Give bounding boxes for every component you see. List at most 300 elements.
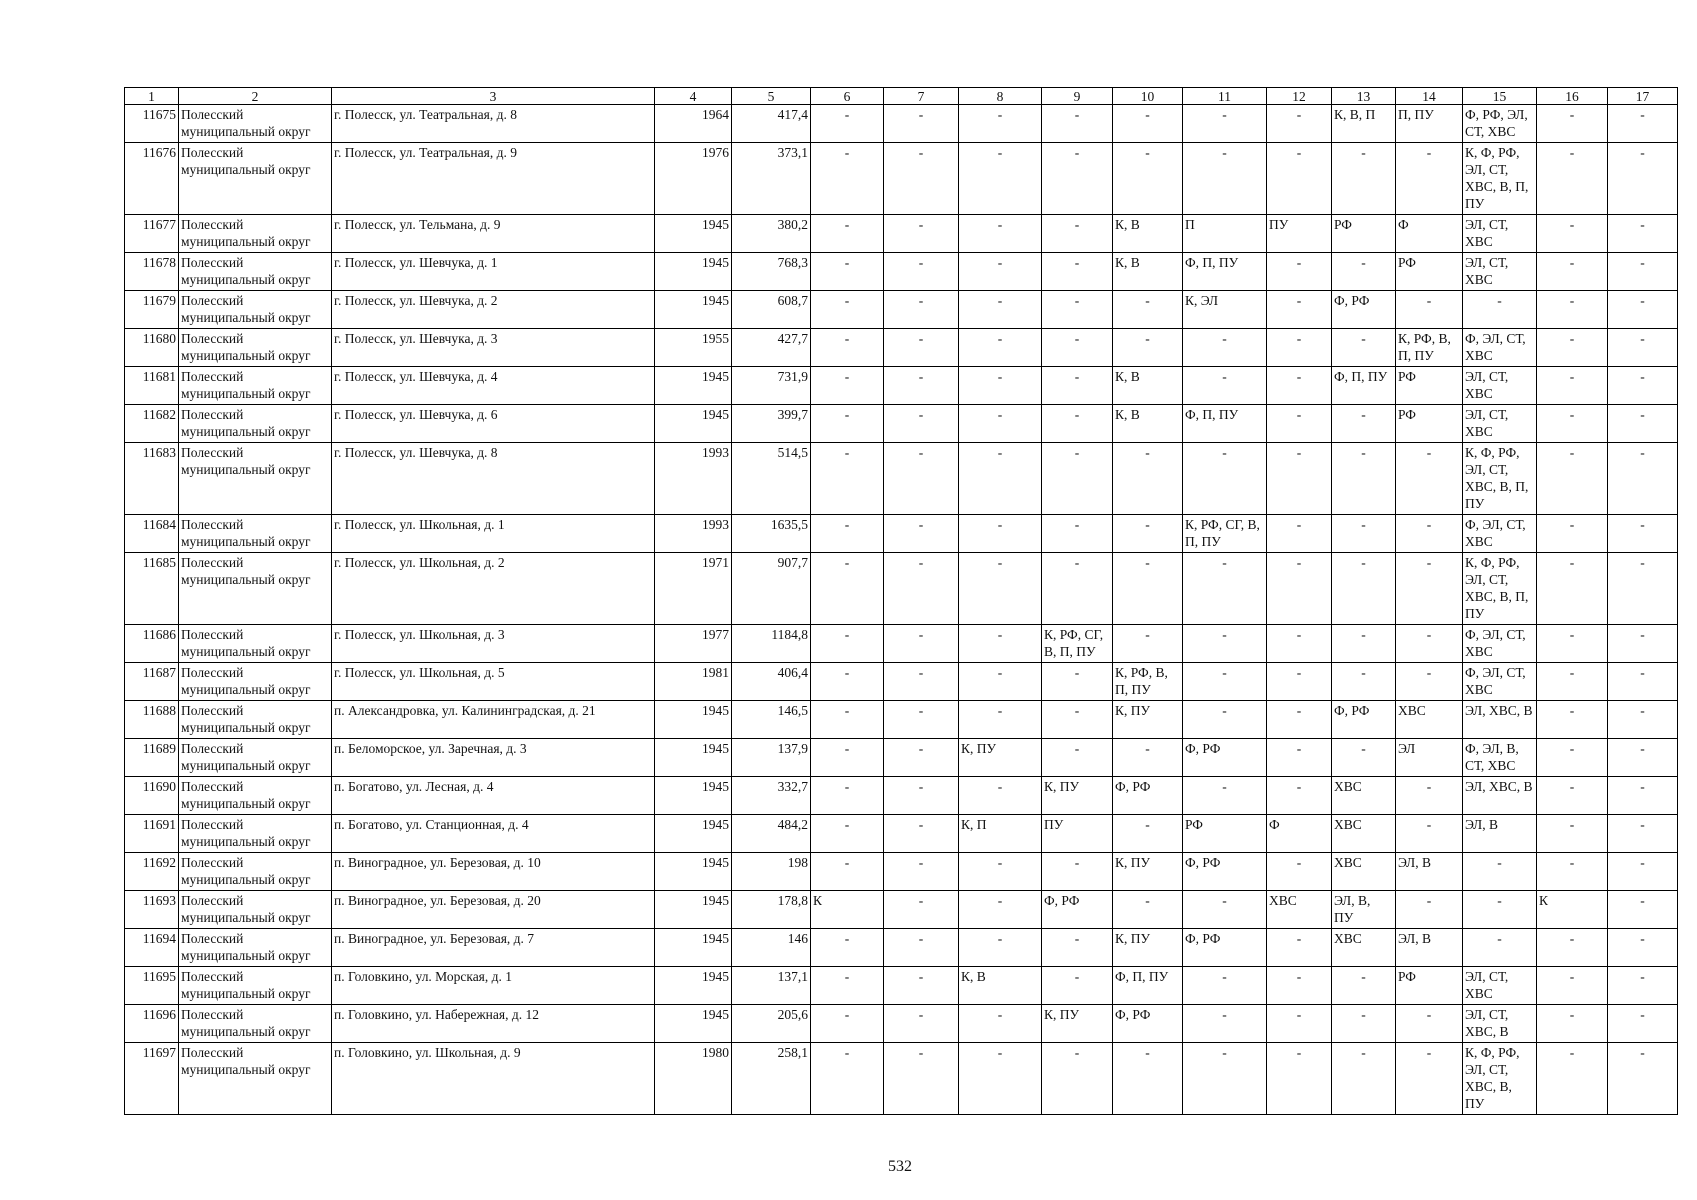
cell-col-5: 258,1 — [732, 1043, 811, 1115]
cell-col-6: - — [811, 967, 884, 1005]
cell-col-15: К, Ф, РФ, ЭЛ, СТ, ХВС, В, П, ПУ — [1463, 143, 1537, 215]
cell-col-6: - — [811, 701, 884, 739]
cell-col-9: ПУ — [1042, 815, 1113, 853]
cell-col-7: - — [884, 515, 959, 553]
cell-col-1: 11687 — [125, 663, 179, 701]
cell-col-2: Полесский муниципальный округ — [179, 777, 332, 815]
cell-col-13: - — [1332, 739, 1396, 777]
cell-col-8: К, ПУ — [959, 739, 1042, 777]
cell-col-5: 146 — [732, 929, 811, 967]
cell-col-16: - — [1537, 701, 1608, 739]
cell-col-2: Полесский муниципальный округ — [179, 701, 332, 739]
column-header-15: 15 — [1463, 88, 1537, 105]
cell-col-16: - — [1537, 515, 1608, 553]
cell-col-7: - — [884, 853, 959, 891]
table-row — [125, 291, 1678, 329]
cell-col-6: - — [811, 105, 884, 143]
cell-col-6: - — [811, 929, 884, 967]
cell-col-11: К, ЭЛ — [1183, 291, 1267, 329]
cell-col-7: - — [884, 891, 959, 929]
cell-col-9: - — [1042, 143, 1113, 215]
cell-col-9: - — [1042, 553, 1113, 625]
cell-col-9: - — [1042, 443, 1113, 515]
cell-col-15: ЭЛ, СТ, ХВС — [1463, 215, 1537, 253]
cell-col-3: п. Виноградное, ул. Березовая, д. 10 — [332, 853, 655, 891]
table-row — [125, 701, 1678, 739]
cell-col-4: 1945 — [655, 405, 732, 443]
cell-col-1: 11679 — [125, 291, 179, 329]
cell-col-10: - — [1113, 553, 1183, 625]
cell-col-7: - — [884, 777, 959, 815]
cell-col-11: - — [1183, 105, 1267, 143]
cell-col-7: - — [884, 143, 959, 215]
cell-col-4: 1993 — [655, 515, 732, 553]
cell-col-16: - — [1537, 625, 1608, 663]
cell-col-16: - — [1537, 329, 1608, 367]
cell-col-12: Ф — [1267, 815, 1332, 853]
cell-col-8: - — [959, 663, 1042, 701]
cell-col-16: - — [1537, 215, 1608, 253]
cell-col-9: - — [1042, 853, 1113, 891]
cell-col-2: Полесский муниципальный округ — [179, 253, 332, 291]
cell-col-12: - — [1267, 143, 1332, 215]
cell-col-17: - — [1608, 367, 1678, 405]
cell-col-4: 1971 — [655, 553, 732, 625]
cell-col-4: 1977 — [655, 625, 732, 663]
cell-col-1: 11686 — [125, 625, 179, 663]
cell-col-7: - — [884, 1043, 959, 1115]
cell-col-13: - — [1332, 553, 1396, 625]
cell-col-8: К, П — [959, 815, 1042, 853]
cell-col-5: 137,9 — [732, 739, 811, 777]
table-row — [125, 443, 1678, 515]
cell-col-16: - — [1537, 967, 1608, 1005]
cell-col-12: - — [1267, 553, 1332, 625]
cell-col-8: - — [959, 367, 1042, 405]
cell-col-10: - — [1113, 143, 1183, 215]
column-header-7: 7 — [884, 88, 959, 105]
cell-col-9: - — [1042, 215, 1113, 253]
cell-col-9: - — [1042, 253, 1113, 291]
cell-col-6: - — [811, 853, 884, 891]
cell-col-10: - — [1113, 443, 1183, 515]
cell-col-9: - — [1042, 929, 1113, 967]
table-row — [125, 777, 1678, 815]
cell-col-6: - — [811, 443, 884, 515]
cell-col-14: РФ — [1396, 253, 1463, 291]
cell-col-13: - — [1332, 405, 1396, 443]
cell-col-4: 1945 — [655, 291, 732, 329]
table-row — [125, 967, 1678, 1005]
cell-col-17: - — [1608, 329, 1678, 367]
cell-col-11: Ф, РФ — [1183, 929, 1267, 967]
cell-col-1: 11675 — [125, 105, 179, 143]
cell-col-1: 11680 — [125, 329, 179, 367]
cell-col-12: - — [1267, 1043, 1332, 1115]
cell-col-3: г. Полесск, ул. Школьная, д. 3 — [332, 625, 655, 663]
cell-col-17: - — [1608, 1043, 1678, 1115]
cell-col-15: К, Ф, РФ, ЭЛ, СТ, ХВС, В, П, ПУ — [1463, 443, 1537, 515]
cell-col-10: Ф, РФ — [1113, 777, 1183, 815]
cell-col-14: П, ПУ — [1396, 105, 1463, 143]
cell-col-16: - — [1537, 815, 1608, 853]
cell-col-5: 198 — [732, 853, 811, 891]
cell-col-4: 1945 — [655, 367, 732, 405]
cell-col-5: 484,2 — [732, 815, 811, 853]
cell-col-2: Полесский муниципальный округ — [179, 515, 332, 553]
cell-col-2: Полесский муниципальный округ — [179, 553, 332, 625]
cell-col-11: - — [1183, 367, 1267, 405]
cell-col-12: - — [1267, 443, 1332, 515]
table-row — [125, 329, 1678, 367]
cell-col-11: Ф, П, ПУ — [1183, 405, 1267, 443]
cell-col-16: - — [1537, 105, 1608, 143]
cell-col-5: 205,6 — [732, 1005, 811, 1043]
cell-col-8: - — [959, 215, 1042, 253]
cell-col-2: Полесский муниципальный округ — [179, 891, 332, 929]
cell-col-5: 146,5 — [732, 701, 811, 739]
cell-col-10: Ф, РФ — [1113, 1005, 1183, 1043]
table-row — [125, 515, 1678, 553]
cell-col-3: п. Головкино, ул. Школьная, д. 9 — [332, 1043, 655, 1115]
cell-col-12: - — [1267, 367, 1332, 405]
cell-col-11: - — [1183, 777, 1267, 815]
cell-col-14: - — [1396, 891, 1463, 929]
cell-col-3: п. Виноградное, ул. Березовая, д. 7 — [332, 929, 655, 967]
column-header-10: 10 — [1113, 88, 1183, 105]
cell-col-3: п. Головкино, ул. Набережная, д. 12 — [332, 1005, 655, 1043]
table-row — [125, 853, 1678, 891]
cell-col-2: Полесский муниципальный округ — [179, 443, 332, 515]
cell-col-2: Полесский муниципальный округ — [179, 1043, 332, 1115]
cell-col-17: - — [1608, 625, 1678, 663]
cell-col-1: 11676 — [125, 143, 179, 215]
cell-col-1: 11688 — [125, 701, 179, 739]
cell-col-11: П — [1183, 215, 1267, 253]
cell-col-8: - — [959, 1005, 1042, 1043]
cell-col-10: К, ПУ — [1113, 853, 1183, 891]
cell-col-13: - — [1332, 443, 1396, 515]
cell-col-3: г. Полесск, ул. Шевчука, д. 1 — [332, 253, 655, 291]
cell-col-12: - — [1267, 625, 1332, 663]
cell-col-14: - — [1396, 815, 1463, 853]
column-header-16: 16 — [1537, 88, 1608, 105]
cell-col-16: - — [1537, 443, 1608, 515]
table-row — [125, 215, 1678, 253]
cell-col-4: 1945 — [655, 891, 732, 929]
cell-col-1: 11694 — [125, 929, 179, 967]
cell-col-2: Полесский муниципальный округ — [179, 367, 332, 405]
cell-col-14: ЭЛ, В — [1396, 853, 1463, 891]
cell-col-10: - — [1113, 625, 1183, 663]
cell-col-17: - — [1608, 291, 1678, 329]
cell-col-10: - — [1113, 291, 1183, 329]
cell-col-8: - — [959, 777, 1042, 815]
cell-col-12: ХВС — [1267, 891, 1332, 929]
cell-col-9: - — [1042, 1043, 1113, 1115]
cell-col-15: Ф, РФ, ЭЛ, СТ, ХВС — [1463, 105, 1537, 143]
cell-col-11: - — [1183, 891, 1267, 929]
cell-col-6: - — [811, 515, 884, 553]
cell-col-6: - — [811, 143, 884, 215]
cell-col-10: - — [1113, 329, 1183, 367]
cell-col-16: - — [1537, 929, 1608, 967]
table-row — [125, 405, 1678, 443]
cell-col-6: - — [811, 291, 884, 329]
cell-col-10: - — [1113, 891, 1183, 929]
column-header-12: 12 — [1267, 88, 1332, 105]
cell-col-2: Полесский муниципальный округ — [179, 105, 332, 143]
cell-col-4: 1945 — [655, 701, 732, 739]
cell-col-8: - — [959, 1043, 1042, 1115]
cell-col-16: - — [1537, 291, 1608, 329]
table-header — [125, 88, 1678, 105]
cell-col-12: ПУ — [1267, 215, 1332, 253]
cell-col-11: - — [1183, 329, 1267, 367]
cell-col-12: - — [1267, 515, 1332, 553]
cell-col-13: ХВС — [1332, 929, 1396, 967]
cell-col-17: - — [1608, 663, 1678, 701]
column-header-14: 14 — [1396, 88, 1463, 105]
cell-col-8: - — [959, 891, 1042, 929]
cell-col-2: Полесский муниципальный округ — [179, 929, 332, 967]
cell-col-10: К, В — [1113, 367, 1183, 405]
cell-col-13: - — [1332, 1005, 1396, 1043]
cell-col-7: - — [884, 329, 959, 367]
cell-col-13: РФ — [1332, 215, 1396, 253]
cell-col-3: п. Головкино, ул. Морская, д. 1 — [332, 967, 655, 1005]
cell-col-8: - — [959, 405, 1042, 443]
cell-col-9: - — [1042, 405, 1113, 443]
cell-col-11: - — [1183, 967, 1267, 1005]
cell-col-14: - — [1396, 291, 1463, 329]
table-row — [125, 625, 1678, 663]
cell-col-6: - — [811, 215, 884, 253]
cell-col-7: - — [884, 739, 959, 777]
cell-col-15: ЭЛ, СТ, ХВС — [1463, 405, 1537, 443]
column-header-13: 13 — [1332, 88, 1396, 105]
cell-col-9: К, ПУ — [1042, 777, 1113, 815]
cell-col-7: - — [884, 253, 959, 291]
cell-col-17: - — [1608, 701, 1678, 739]
cell-col-8: - — [959, 929, 1042, 967]
cell-col-15: Ф, ЭЛ, СТ, ХВС — [1463, 625, 1537, 663]
cell-col-1: 11692 — [125, 853, 179, 891]
cell-col-12: - — [1267, 701, 1332, 739]
cell-col-10: К, ПУ — [1113, 701, 1183, 739]
column-header-11: 11 — [1183, 88, 1267, 105]
cell-col-15: ЭЛ, СТ, ХВС — [1463, 967, 1537, 1005]
column-header-9: 9 — [1042, 88, 1113, 105]
cell-col-11: - — [1183, 443, 1267, 515]
cell-col-6: - — [811, 405, 884, 443]
cell-col-9: Ф, РФ — [1042, 891, 1113, 929]
cell-col-15: Ф, ЭЛ, СТ, ХВС — [1463, 515, 1537, 553]
table-row — [125, 891, 1678, 929]
cell-col-17: - — [1608, 443, 1678, 515]
cell-col-9: К, ПУ — [1042, 1005, 1113, 1043]
cell-col-6: - — [811, 739, 884, 777]
cell-col-5: 907,7 — [732, 553, 811, 625]
cell-col-1: 11681 — [125, 367, 179, 405]
cell-col-4: 1993 — [655, 443, 732, 515]
cell-col-1: 11678 — [125, 253, 179, 291]
cell-col-2: Полесский муниципальный округ — [179, 663, 332, 701]
cell-col-2: Полесский муниципальный округ — [179, 967, 332, 1005]
cell-col-17: - — [1608, 739, 1678, 777]
cell-col-6: - — [811, 777, 884, 815]
cell-col-3: п. Александровка, ул. Калининградская, д. 21 — [332, 701, 655, 739]
cell-col-12: - — [1267, 1005, 1332, 1043]
cell-col-11: - — [1183, 701, 1267, 739]
cell-col-15: - — [1463, 291, 1537, 329]
cell-col-8: - — [959, 701, 1042, 739]
cell-col-15: Ф, ЭЛ, СТ, ХВС — [1463, 329, 1537, 367]
cell-col-9: - — [1042, 329, 1113, 367]
cell-col-10: - — [1113, 105, 1183, 143]
cell-col-1: 11684 — [125, 515, 179, 553]
cell-col-5: 399,7 — [732, 405, 811, 443]
cell-col-10: - — [1113, 515, 1183, 553]
cell-col-1: 11683 — [125, 443, 179, 515]
cell-col-11: - — [1183, 553, 1267, 625]
cell-col-9: - — [1042, 739, 1113, 777]
cell-col-10: К, РФ, В, П, ПУ — [1113, 663, 1183, 701]
cell-col-2: Полесский муниципальный округ — [179, 739, 332, 777]
cell-col-17: - — [1608, 853, 1678, 891]
column-header-6: 6 — [811, 88, 884, 105]
cell-col-5: 178,8 — [732, 891, 811, 929]
cell-col-16: - — [1537, 1005, 1608, 1043]
cell-col-16: - — [1537, 739, 1608, 777]
cell-col-7: - — [884, 105, 959, 143]
cell-col-3: г. Полесск, ул. Театральная, д. 9 — [332, 143, 655, 215]
cell-col-6: - — [811, 625, 884, 663]
cell-col-12: - — [1267, 105, 1332, 143]
cell-col-8: - — [959, 253, 1042, 291]
cell-col-5: 1184,8 — [732, 625, 811, 663]
cell-col-15: ЭЛ, ХВС, В — [1463, 777, 1537, 815]
cell-col-4: 1980 — [655, 1043, 732, 1115]
cell-col-10: - — [1113, 739, 1183, 777]
cell-col-1: 11696 — [125, 1005, 179, 1043]
cell-col-14: - — [1396, 143, 1463, 215]
table-body — [125, 105, 1678, 1115]
column-header-5: 5 — [732, 88, 811, 105]
cell-col-3: г. Полесск, ул. Школьная, д. 5 — [332, 663, 655, 701]
cell-col-14: ЭЛ, В — [1396, 929, 1463, 967]
register-table — [124, 87, 1678, 1115]
cell-col-12: - — [1267, 663, 1332, 701]
column-header-4: 4 — [655, 88, 732, 105]
cell-col-7: - — [884, 405, 959, 443]
cell-col-6: - — [811, 367, 884, 405]
cell-col-7: - — [884, 815, 959, 853]
cell-col-8: - — [959, 143, 1042, 215]
cell-col-17: - — [1608, 929, 1678, 967]
cell-col-13: Ф, РФ — [1332, 291, 1396, 329]
table-row — [125, 367, 1678, 405]
cell-col-5: 768,3 — [732, 253, 811, 291]
cell-col-14: РФ — [1396, 967, 1463, 1005]
cell-col-17: - — [1608, 405, 1678, 443]
cell-col-2: Полесский муниципальный округ — [179, 853, 332, 891]
cell-col-8: - — [959, 105, 1042, 143]
cell-col-13: - — [1332, 143, 1396, 215]
cell-col-1: 11685 — [125, 553, 179, 625]
cell-col-16: - — [1537, 143, 1608, 215]
cell-col-3: г. Полесск, ул. Шевчука, д. 4 — [332, 367, 655, 405]
cell-col-2: Полесский муниципальный округ — [179, 405, 332, 443]
cell-col-14: ЭЛ — [1396, 739, 1463, 777]
cell-col-17: - — [1608, 1005, 1678, 1043]
table-row — [125, 105, 1678, 143]
table-row — [125, 815, 1678, 853]
cell-col-6: К — [811, 891, 884, 929]
table-row — [125, 663, 1678, 701]
cell-col-16: - — [1537, 405, 1608, 443]
cell-col-17: - — [1608, 777, 1678, 815]
cell-col-3: п. Богатово, ул. Лесная, д. 4 — [332, 777, 655, 815]
cell-col-14: РФ — [1396, 367, 1463, 405]
cell-col-7: - — [884, 663, 959, 701]
cell-col-16: - — [1537, 367, 1608, 405]
cell-col-14: - — [1396, 625, 1463, 663]
cell-col-13: - — [1332, 253, 1396, 291]
table-row — [125, 929, 1678, 967]
cell-col-13: - — [1332, 515, 1396, 553]
cell-col-14: К, РФ, В, П, ПУ — [1396, 329, 1463, 367]
cell-col-14: ХВС — [1396, 701, 1463, 739]
cell-col-12: - — [1267, 853, 1332, 891]
column-header-17: 17 — [1608, 88, 1678, 105]
cell-col-13: Ф, РФ — [1332, 701, 1396, 739]
cell-col-17: - — [1608, 143, 1678, 215]
cell-col-12: - — [1267, 405, 1332, 443]
cell-col-14: РФ — [1396, 405, 1463, 443]
cell-col-12: - — [1267, 777, 1332, 815]
cell-col-14: Ф — [1396, 215, 1463, 253]
cell-col-11: Ф, РФ — [1183, 739, 1267, 777]
cell-col-5: 406,4 — [732, 663, 811, 701]
cell-col-14: - — [1396, 515, 1463, 553]
column-header-1: 1 — [125, 88, 179, 105]
cell-col-2: Полесский муниципальный округ — [179, 329, 332, 367]
table-row — [125, 1005, 1678, 1043]
cell-col-17: - — [1608, 967, 1678, 1005]
cell-col-5: 417,4 — [732, 105, 811, 143]
cell-col-10: К, В — [1113, 215, 1183, 253]
cell-col-13: ХВС — [1332, 777, 1396, 815]
cell-col-5: 427,7 — [732, 329, 811, 367]
cell-col-4: 1945 — [655, 1005, 732, 1043]
cell-col-3: г. Полесск, ул. Шевчука, д. 2 — [332, 291, 655, 329]
cell-col-17: - — [1608, 553, 1678, 625]
cell-col-11: Ф, РФ — [1183, 853, 1267, 891]
cell-col-12: - — [1267, 291, 1332, 329]
cell-col-15: - — [1463, 891, 1537, 929]
column-header-3: 3 — [332, 88, 655, 105]
cell-col-6: - — [811, 815, 884, 853]
cell-col-10: К, ПУ — [1113, 929, 1183, 967]
cell-col-10: Ф, П, ПУ — [1113, 967, 1183, 1005]
cell-col-3: п. Виноградное, ул. Березовая, д. 20 — [332, 891, 655, 929]
cell-col-11: К, РФ, СГ, В, П, ПУ — [1183, 515, 1267, 553]
cell-col-16: - — [1537, 853, 1608, 891]
cell-col-16: К — [1537, 891, 1608, 929]
cell-col-11: РФ — [1183, 815, 1267, 853]
page-number: 532 — [888, 1158, 912, 1175]
